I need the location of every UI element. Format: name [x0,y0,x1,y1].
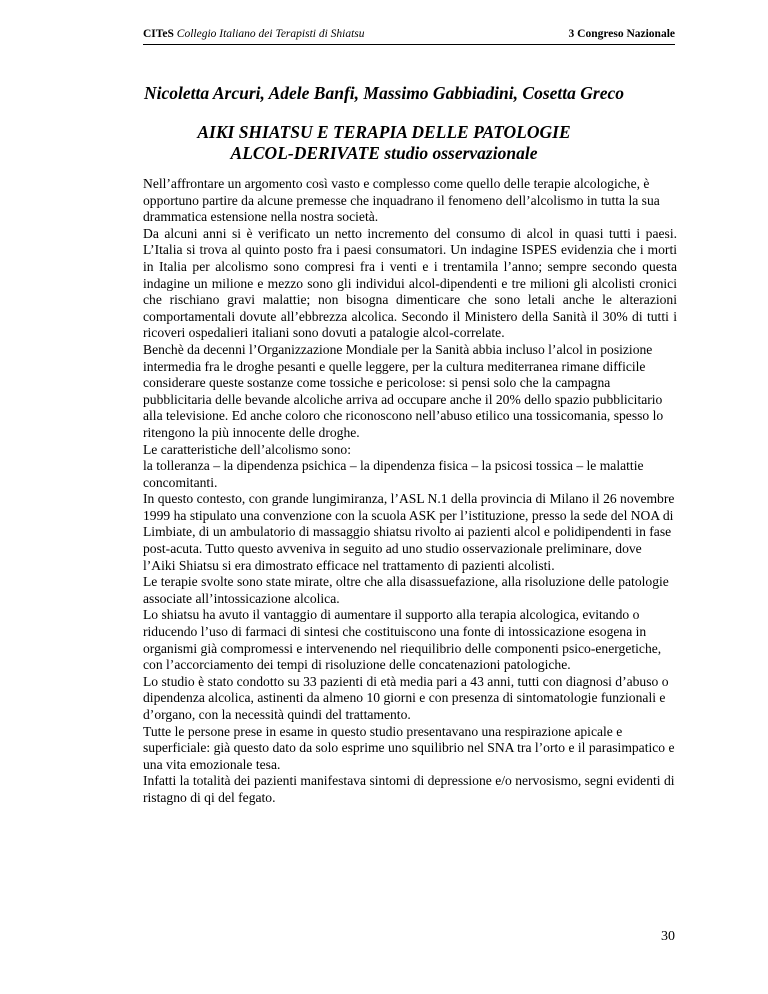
title-line-2: ALCOL-DERIVATE studio osservazionale [230,143,538,163]
title-line-1: AIKI SHIATSU E TERAPIA DELLE PATOLOGIE [197,122,571,142]
paragraph: Lo studio è stato condotto su 33 pazienti di età media pari a 43 anni, tutti con diagnosi d’abuso o dipendenza alcolica, astinenti da almeno 10 giorni e con presenza di sintomatologie funzionali e d’organo, con la necessità quindi del trattamento. [143,673,669,722]
paragraph: Infatti la totalità dei pazienti manifestava sintomi di depressione e/o nervosismo, segni evidenti di ristagno di qi del fegato. [143,773,675,805]
document-title [0,122,768,164]
page-number: 30 [661,929,675,944]
paragraph: Da alcuni anni si è verificato un netto incremento del consumo di alcol in quasi tutti i paesi. L’Italia si trova al quinto posto fra i paesi consumatori. Un indagine ISPES evidenzia che i morti in Italia per alcolismo sono compresi fra i venti e i trentamila l’anno; sempre secondo questa indagine un milione e mezzo sono gli individui alcol-dipendenti e tre milioni gli alcolisti cronici che rischiano gravi malattie; non bisogna dimenticare che sono letali anche le alterazioni comportamentali dovute all’ebbrezza alcolica. Secondo il Ministero della Sanità il 30% di tutti i ricoveri ospedalieri italiani sono dovuti a patalogie alcol-correlate. [143,225,677,341]
paragraph: Tutte le persone prese in esame in questo studio presentavano una respirazione apicale e superficiale: già questo dato da solo esprime uno squilibrio nel SNA tra l’orto e il parasimpatico e una vita emozionale tesa. [143,723,675,772]
body-text [143,176,677,807]
paragraph: Le caratteristiche dell’alcolismo sono: [143,441,351,457]
page-header [143,27,675,45]
header-org-abbr: CITeS [143,28,174,40]
header-event: 3 Congreso Nazionale [568,28,675,40]
paragraph: In questo contesto, con grande lungimiranza, l’ASL N.1 della provincia di Milano il 26 novembre 1999 ha stipulato una convenzione con la scuola ASK per l’istituzione, presso la sede del NOA di Limbiate, di un ambulatorio di massaggio shiatsu rivolto ai pazienti alcol e polidipendenti in fase post-acuta. Tutto questo avveniva in seguito ad uno studio osservazionale preliminare, dove l’Aiki Shiatsu si era dimostrato efficace nel trattamento di pazienti alcolisti. [143,491,675,573]
paragraph: la tolleranza – la dipendenza psichica – la dipendenza fisica – la psicosi tossica – le malattie concomitanti. [143,458,644,490]
header-divider [143,44,675,45]
paragraph: Le terapie svolte sono state mirate, oltre che alla disassuefazione, alla risoluzione delle patologie associate all’intossicazione alcolica. [143,574,669,606]
paragraph: Lo shiatsu ha avuto il vantaggio di aumentare il supporto alla terapia alcologica, evitando o riducendo l’uso di farmaci di sintesi che costituiscono una fonte di intossicazione esogena in organismi già compromessi e intervenendo nel riequilibrio delle componenti psico-energetiche, con l’accorciamento dei tempi di risoluzione delle concatenazioni patologiche. [143,607,662,673]
paragraph: Benchè da decenni l’Organizzazione Mondiale per la Sanità abbia incluso l’alcol in posizione intermedia fra le droghe pesanti e quelle leggere, per la cultura mediterranea rimane difficile considerare queste sostanze come tossiche e pericolose: si pensi solo che la campagna pubblicitaria delle bevande alcoliche arriva ad occupare anche il 20% dello spazio pubblicitario alla televisione. Ed anche coloro che riconoscono nell’abuso etilico una tossicomania, spesso lo ritengono la più innocente delle droghe. [143,341,664,440]
header-left [143,27,365,41]
authors: Nicoletta Arcuri, Adele Banfi, Massimo Gabbiadini, Cosetta Greco [144,83,624,103]
paragraph: Nell’affrontare un argomento così vasto e complesso come quello delle terapie alcologiche, è opportuno partire da alcune premesse che inquadrano il fenomeno dell’alcolismo in tutta la sua drammatica estensione nella nostra società. [143,176,660,225]
header-org-full: Collegio Italiano dei Terapisti di Shiatsu [176,28,365,40]
